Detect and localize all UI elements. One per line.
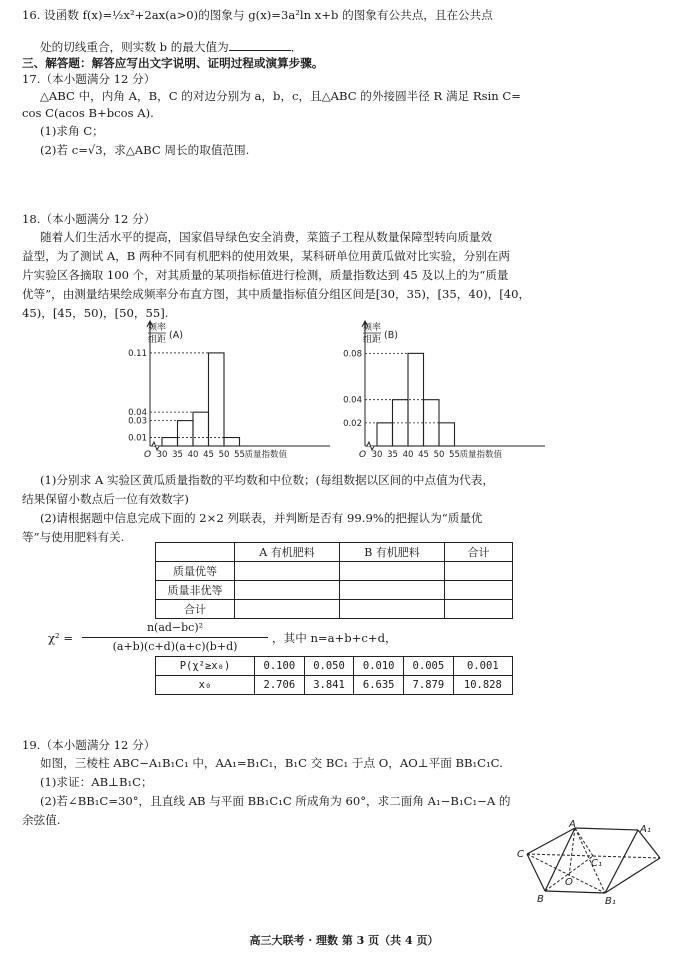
contingency-cell bbox=[445, 581, 513, 600]
contingency-row-label: 质量非优等 bbox=[156, 581, 235, 600]
contingency-row bbox=[156, 581, 513, 600]
y-tick-label: 0.11 bbox=[128, 348, 147, 359]
contingency-row-label: 合计 bbox=[156, 600, 235, 619]
y-tick-label: 0.08 bbox=[343, 349, 362, 360]
contingency-cell bbox=[445, 562, 513, 581]
x-tick-label: 55 bbox=[449, 450, 460, 460]
q18-p5: 45)，[45，50)，[50，55]. bbox=[22, 306, 169, 320]
q17-line2: cos C(acos B+bcos A). bbox=[22, 106, 154, 120]
contingency-row-label: 质量优等 bbox=[156, 562, 235, 581]
contingency-cell bbox=[235, 562, 340, 581]
label-b: B bbox=[537, 894, 544, 905]
contingency-table bbox=[155, 542, 513, 619]
critical-cell: 10.828 bbox=[453, 676, 512, 695]
label-a: A bbox=[569, 819, 576, 830]
histogram-bar bbox=[193, 412, 209, 446]
critical-row-label: x₀ bbox=[156, 676, 255, 695]
y-tick-label: 0.03 bbox=[128, 416, 147, 427]
q18-part1b: 结果保留小数点后一位有效数字) bbox=[22, 492, 189, 506]
edge-c1-b1 bbox=[605, 858, 660, 893]
page-footer: 高三大联考 · 理数 第 3 页（共 4 页） bbox=[249, 934, 439, 947]
critical-value-table bbox=[155, 656, 513, 695]
y-axis-label-bottom: 组距 bbox=[363, 335, 382, 345]
critical-cell: 6.635 bbox=[354, 676, 404, 695]
q16-line2 bbox=[40, 40, 302, 54]
contingency-cell bbox=[340, 600, 445, 619]
x-tick-label: 50 bbox=[433, 450, 445, 460]
x-axis-label: 质量指数值 bbox=[244, 450, 288, 460]
q18-p2: 益型，为了测试 A，B 两种不同有机肥料的使用效果，某科研单位用黄瓜做对比实验，分别在两 bbox=[22, 249, 511, 263]
axis-break bbox=[367, 442, 374, 450]
y-axis-label-bottom: 组距 bbox=[148, 335, 167, 345]
edge-c-a bbox=[527, 828, 575, 854]
q16-line2-text: 处的切线重合，则实数 b 的最大值为 bbox=[40, 40, 229, 54]
x-tick-label: 30 bbox=[371, 450, 383, 460]
x-tick-label: 45 bbox=[203, 450, 214, 460]
critical-cell: 2.706 bbox=[255, 676, 305, 695]
histogram-bar bbox=[162, 438, 178, 446]
histogram-bar bbox=[439, 423, 455, 446]
q18-part2b: 等”与使用肥料有关. bbox=[22, 530, 125, 544]
q19-part2b: 余弦值. bbox=[22, 813, 61, 827]
y-tick-label: 0.02 bbox=[343, 418, 362, 429]
q18-part1a: (1)分别求 A 实验区黄瓜质量指数的平均数和中位数；(每组数据以区间的中点值为代表， bbox=[40, 473, 495, 487]
critical-cell: 0.050 bbox=[304, 657, 354, 676]
chi-square-numerator: n(ad−bc)² bbox=[146, 621, 204, 634]
edge-c1-c1 bbox=[593, 856, 660, 858]
x-tick-label: 35 bbox=[172, 450, 183, 460]
contingency-row bbox=[156, 562, 513, 581]
fraction-bar bbox=[82, 637, 268, 638]
q16-line1: 16. 设函数 f(x)=½x²+2ax(a>0)的图象与 g(x)=3a²ln x+b 的图象有公共点，且在公共点 bbox=[22, 8, 493, 22]
q17-line1: △ABC 中，内角 A，B，C 的对边分别为 a，b，c，且△ABC 的外接圆半径 R 满足 Rsin C= bbox=[40, 89, 521, 103]
x-tick-label: 50 bbox=[218, 450, 230, 460]
chi-square-note: ，其中 n=a+b+c+d， bbox=[272, 631, 397, 645]
origin-label: O bbox=[144, 450, 152, 460]
contingency-cell bbox=[340, 581, 445, 600]
q18-p1: 随着人们生活水平的提高，国家倡导绿色安全消费，菜篮子工程从数量保障型转向质量效 bbox=[40, 230, 493, 244]
x-tick-label: 30 bbox=[156, 450, 168, 460]
y-axis-label-top: 频率 bbox=[148, 323, 167, 333]
chart-title: (B) bbox=[384, 330, 398, 341]
label-a1: A₁ bbox=[640, 824, 651, 835]
q19-part1: (1)求证：AB⊥B₁C； bbox=[40, 775, 153, 789]
contingency-cell bbox=[445, 600, 513, 619]
histogram-bar bbox=[224, 438, 240, 446]
edge-a1-b1 bbox=[605, 830, 638, 893]
critical-cell: 0.005 bbox=[404, 657, 454, 676]
contingency-header-cell bbox=[156, 543, 235, 562]
contingency-header-row bbox=[156, 543, 513, 562]
prism-figure bbox=[505, 818, 675, 913]
chart-title: (A) bbox=[169, 330, 183, 341]
y-tick-label: 0.04 bbox=[343, 395, 362, 406]
label-b1: B₁ bbox=[605, 896, 616, 907]
critical-row-label: P(χ²≥x₀) bbox=[156, 657, 255, 676]
contingency-cell bbox=[340, 562, 445, 581]
q19-header: 19.（本小题满分 12 分） bbox=[22, 738, 156, 752]
histogram-a bbox=[120, 318, 340, 468]
x-tick-label: 40 bbox=[402, 450, 414, 460]
y-tick-label: 0.04 bbox=[128, 408, 147, 419]
label-c: C bbox=[517, 849, 524, 860]
q19-line1: 如图，三棱柱 ABC−A₁B₁C₁ 中，AA₁=B₁C₁，B₁C 交 BC₁ 于点 O，AO⊥平面 BB₁C₁C. bbox=[40, 756, 503, 770]
axis-break bbox=[152, 442, 159, 450]
contingency-header-cell: B 有机肥料 bbox=[340, 543, 445, 562]
y-tick-label: 0.01 bbox=[128, 433, 147, 444]
histogram-bar bbox=[209, 353, 225, 446]
critical-cell: 0.010 bbox=[354, 657, 404, 676]
chi-square-denominator: (a+b)(c+d)(a+c)(b+d) bbox=[112, 640, 238, 653]
critical-cell: 7.879 bbox=[404, 676, 454, 695]
critical-row-x0 bbox=[156, 676, 513, 695]
q16-line2-tail: ． bbox=[290, 40, 303, 54]
x-tick-label: 55 bbox=[234, 450, 245, 460]
contingency-header-cell: 合计 bbox=[445, 543, 513, 562]
critical-cell: 3.841 bbox=[304, 676, 354, 695]
y-axis-label-top: 频率 bbox=[363, 323, 382, 333]
section3-heading: 三、解答题：解答应写出文字说明、证明过程或演算步骤。 bbox=[22, 56, 324, 70]
contingency-cell bbox=[235, 600, 340, 619]
histogram-bar bbox=[178, 421, 194, 446]
answer-blank bbox=[229, 40, 291, 51]
q17-part1: (1)求角 C； bbox=[40, 124, 104, 138]
chi-square-symbol: χ² = bbox=[48, 631, 74, 645]
critical-cell: 0.100 bbox=[255, 657, 305, 676]
x-axis-label: 质量指数值 bbox=[459, 450, 503, 460]
q18-part2a: (2)请根据题中信息完成下面的 2×2 列联表，并判断是否有 99.9%的把握认为“质量优 bbox=[40, 511, 483, 525]
q17-header: 17.（本小题满分 12 分） bbox=[22, 72, 156, 86]
edge-b1-b bbox=[545, 891, 605, 893]
edge-b-c bbox=[527, 854, 545, 891]
label-o: O bbox=[565, 877, 573, 888]
contingency-cell bbox=[235, 581, 340, 600]
contingency-row bbox=[156, 600, 513, 619]
edge-c-c1 bbox=[527, 854, 593, 856]
q18-p3: 片实验区各摘取 100 个，对其质量的某项指标值进行检测，质量指数达到 45 及以上的为“质量 bbox=[22, 268, 509, 282]
q18-header: 18.（本小题满分 12 分） bbox=[22, 212, 156, 226]
critical-cell: 0.001 bbox=[453, 657, 512, 676]
histogram-b bbox=[335, 318, 555, 468]
critical-row-p bbox=[156, 657, 513, 676]
edge-a-a1 bbox=[575, 828, 638, 830]
x-tick-label: 35 bbox=[387, 450, 398, 460]
q19-part2a: (2)若∠BB₁C=30°，且直线 AB 与平面 BB₁C₁C 所成角为 60°，求二面角 A₁−B₁C₁−A 的 bbox=[40, 794, 511, 808]
contingency-header-cell: A 有机肥料 bbox=[235, 543, 340, 562]
x-tick-label: 40 bbox=[187, 450, 199, 460]
x-tick-label: 45 bbox=[418, 450, 429, 460]
edge-c1-a bbox=[575, 828, 593, 856]
histogram-bar bbox=[377, 423, 393, 446]
label-c1: C₁ bbox=[591, 858, 602, 869]
q17-part2: (2)若 c=√3，求△ABC 周长的取值范围. bbox=[40, 143, 250, 157]
q18-p4: 优等”，由测量结果绘成频率分布直方图，其中质量指标值分组区间是[30，35)，[35，40)，[40， bbox=[22, 287, 531, 301]
origin-label: O bbox=[359, 450, 367, 460]
